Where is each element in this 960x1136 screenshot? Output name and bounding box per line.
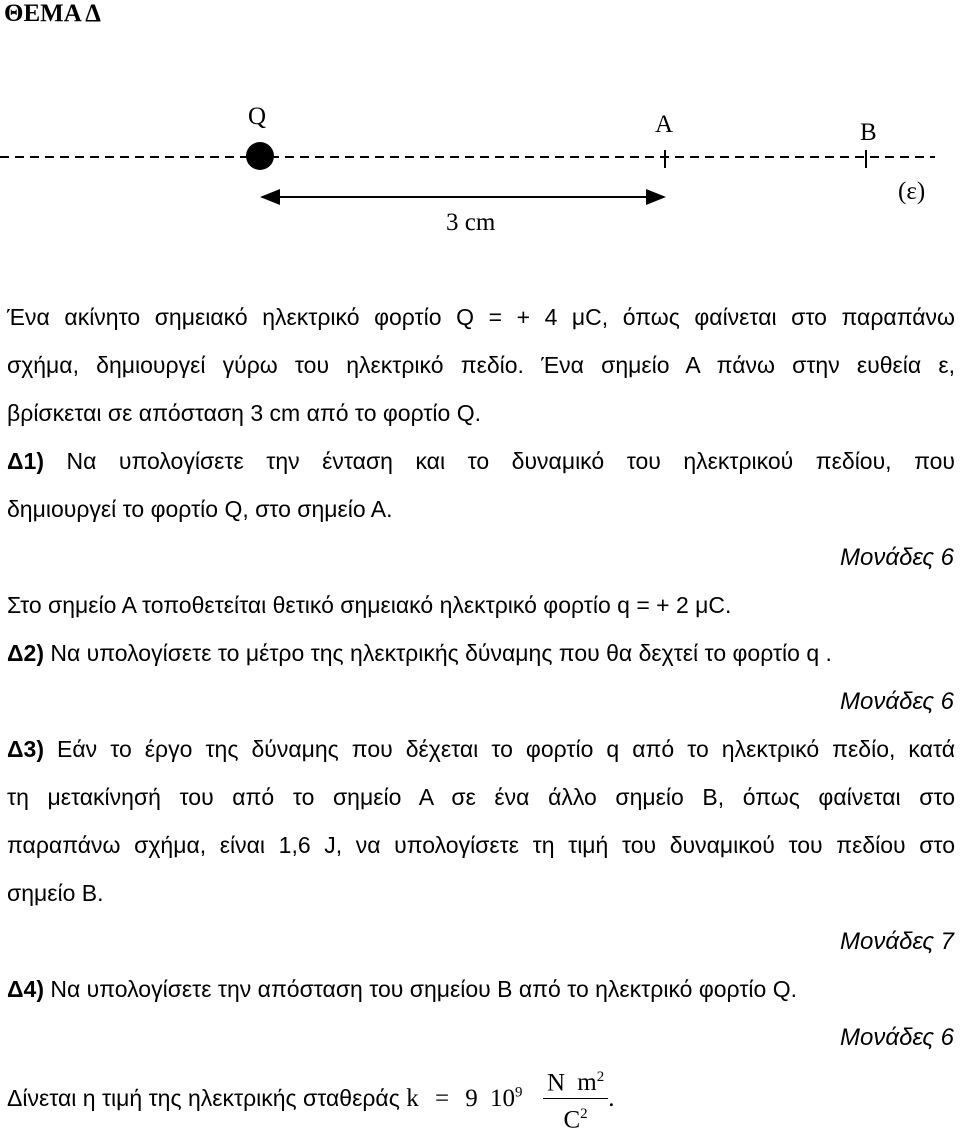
- unit-c-exp: 2: [580, 1106, 588, 1123]
- d4-label: Δ4): [7, 976, 44, 1002]
- constant-mantissa: 9: [465, 1084, 478, 1112]
- constant-exponent: 9: [515, 1084, 523, 1101]
- label-a: A: [655, 111, 674, 138]
- d3-text: Εάν το έργο της δύναμης που δέχεται το φορτίο q από το ηλεκτρικό πεδίο, κατά: [43, 736, 955, 762]
- d1-marks: Μονάδες 6: [840, 544, 954, 571]
- constant-period: .: [608, 1084, 615, 1112]
- d2-marks: Μονάδες 6: [840, 688, 954, 715]
- charge-diagram: [0, 0, 960, 240]
- d1-line-2: δημιουργεί το φορτίο Q, στο σημείο Α.: [7, 496, 393, 522]
- distance-label: 3 cm: [446, 209, 496, 236]
- statement-q: Στο σημείο Α τοποθετείται θετικό σημειακό ηλεκτρικό φορτίο q = + 2 μC.: [7, 592, 732, 618]
- constant-base: 10: [490, 1084, 516, 1112]
- question-d4: [7, 976, 797, 1003]
- charge-q-dot: [246, 142, 274, 170]
- page-title: ΘΕΜΑ Δ: [4, 0, 101, 27]
- constant-units-fraction: [543, 1062, 608, 1136]
- d1-label: Δ1): [7, 448, 44, 474]
- constant-equals: =: [434, 1084, 450, 1112]
- d1-text: Να υπολογίσετε την ένταση και το δυναμικό του ηλεκτρικού πεδίου, που: [43, 448, 955, 474]
- unit-m-exp: 2: [596, 1069, 605, 1085]
- d3-line-3: παραπάνω σχήμα, είναι 1,6 J, να υπολογίσετε τη τιμή του δυναμικού του πεδίου στο: [7, 832, 955, 858]
- units-denominator: [543, 1099, 608, 1135]
- d4-text: Να υπολογίσετε την απόσταση του σημείου Β από το ηλεκτρικό φορτίο Q.: [43, 976, 797, 1002]
- constant-line: [7, 1062, 614, 1136]
- intro-line-2: σχήμα, δημιουργεί γύρω του ηλεκτρικό πεδίο. Ένα σημείο Α πάνω στην ευθεία ε,: [7, 352, 955, 378]
- unit-m: m: [577, 1069, 597, 1097]
- constant-formula: [406, 1084, 522, 1114]
- question-d2: [7, 640, 832, 667]
- label-q: Q: [248, 103, 267, 130]
- question-d3: [7, 736, 955, 763]
- d3-line-4: σημείο Β.: [7, 880, 104, 906]
- d3-marks: Μονάδες 7: [840, 928, 954, 955]
- constant-symbol: k: [406, 1084, 419, 1112]
- d4-marks: Μονάδες 6: [840, 1024, 954, 1051]
- label-epsilon: (ε): [898, 178, 926, 205]
- d2-text: Να υπολογίσετε το μέτρο της ηλεκτρικής δύναμης που θα δεχτεί το φορτίο q .: [43, 640, 832, 666]
- intro-line-3: βρίσκεται σε απόσταση 3 cm από το φορτίο Q.: [7, 400, 481, 426]
- question-d1: [7, 448, 955, 475]
- arrowhead-left: [260, 189, 280, 205]
- intro-line-1: Ένα ακίνητο σημειακό ηλεκτρικό φορτίο Q = + 4 μC, όπως φαίνεται στο παραπάνω: [7, 304, 955, 330]
- d3-line-2: τη μετακίνησή του από το σημείο Α σε ένα άλλο σημείο Β, όπως φαίνεται στο: [7, 784, 955, 810]
- units-numerator: [543, 1062, 608, 1099]
- unit-c: C: [563, 1106, 581, 1134]
- label-b: B: [860, 119, 877, 146]
- arrowhead-right: [646, 189, 666, 205]
- constant-text: Δίνεται η τιμή της ηλεκτρικής σταθεράς: [7, 1085, 400, 1112]
- d3-label: Δ3): [7, 736, 44, 762]
- d2-label: Δ2): [7, 640, 44, 666]
- unit-n: N: [546, 1069, 565, 1097]
